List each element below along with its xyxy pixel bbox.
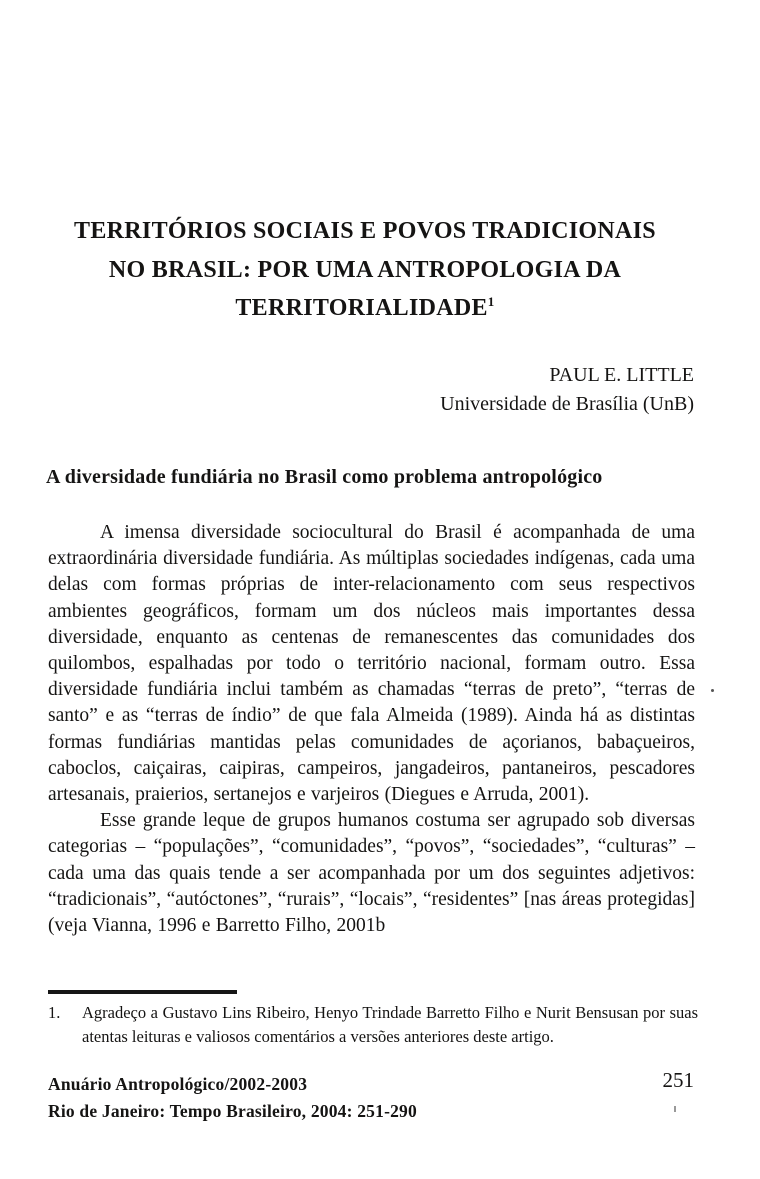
title-footnote-ref: 1 bbox=[487, 294, 495, 309]
paragraph-1: A imensa diversidade sociocultural do Brasil é acompanhada de uma extraordinária diversidade fundiária. As múltiplas sociedades indígenas, cada uma delas com formas próprias de inter-relacionamento com seus respectivos ambientes geográficos, formam um dos núcleos mais importantes dessa diversidade, enquanto as centenas de remanescentes das comunidades dos quilombos, espalhadas por todo o território nacional, formam outro. Essa diversidade fundiária inclui também as chamadas “terras de preto”, “terras de santo” e as “terras de índio” de que fala Almeida (1989). Ainda há as distintas formas fundiárias mantidas pelas comunidades de açorianos, babaçueiros, caboclos, caiçairas, caipiras, campeiros, jangadeiros, pantaneiros, pescadores artesanais, praierios, sertanejos e varjeiros (Diegues e Arruda, 2001). bbox=[48, 522, 695, 806]
footnote-divider bbox=[48, 990, 237, 994]
footnote-number: 1. bbox=[48, 1003, 61, 1022]
scan-speck bbox=[674, 1106, 676, 1112]
journal-footer bbox=[48, 1071, 417, 1124]
footnote-text: Agradeço a Gustavo Lins Ribeiro, Henyo Trindade Barretto Filho e Nurit Bensusan por suas atentas leituras e valiosos comentários a versões anteriores deste artigo. bbox=[82, 1003, 698, 1046]
journal-title-line: Anuário Antropológico/2002-2003 bbox=[48, 1074, 308, 1094]
article-title-line-3 bbox=[40, 289, 690, 328]
article-title bbox=[40, 212, 690, 328]
journal-publisher-line: Rio de Janeiro: Tempo Brasileiro, 2004: 251-290 bbox=[48, 1100, 417, 1121]
author-name: PAUL E. LITTLE bbox=[549, 364, 694, 386]
author-block bbox=[440, 361, 694, 418]
article-title-line-3-text: TERRITORIALIDADE bbox=[235, 295, 488, 321]
page-number: 251 bbox=[662, 1068, 694, 1092]
footnote bbox=[48, 1001, 698, 1048]
scan-speck bbox=[711, 689, 714, 692]
author-affiliation: Universidade de Brasília (UnB) bbox=[440, 392, 694, 415]
paragraph-2: Esse grande leque de grupos humanos costuma ser agrupado sob diversas categorias – “populações”, “comunidades”, “povos”, “sociedades”, “culturas” – cada uma das quais tende a ser acompanhada por um dos seguintes adjetivos: “tradicionais”, “autóctones”, “rurais”, “locais”, “residentes” [nas áreas protegidas] (veja Vianna, 1996 e Barretto Filho, 2001b bbox=[48, 810, 695, 937]
article-body bbox=[48, 520, 695, 939]
article-title-line-1: TERRITÓRIOS SOCIAIS E POVOS TRADICIONAIS bbox=[74, 218, 656, 244]
article-title-line-2: NO BRASIL: POR UMA ANTROPOLOGIA DA bbox=[108, 256, 622, 283]
section-heading: A diversidade fundiária no Brasil como problema antropológico bbox=[46, 466, 603, 488]
